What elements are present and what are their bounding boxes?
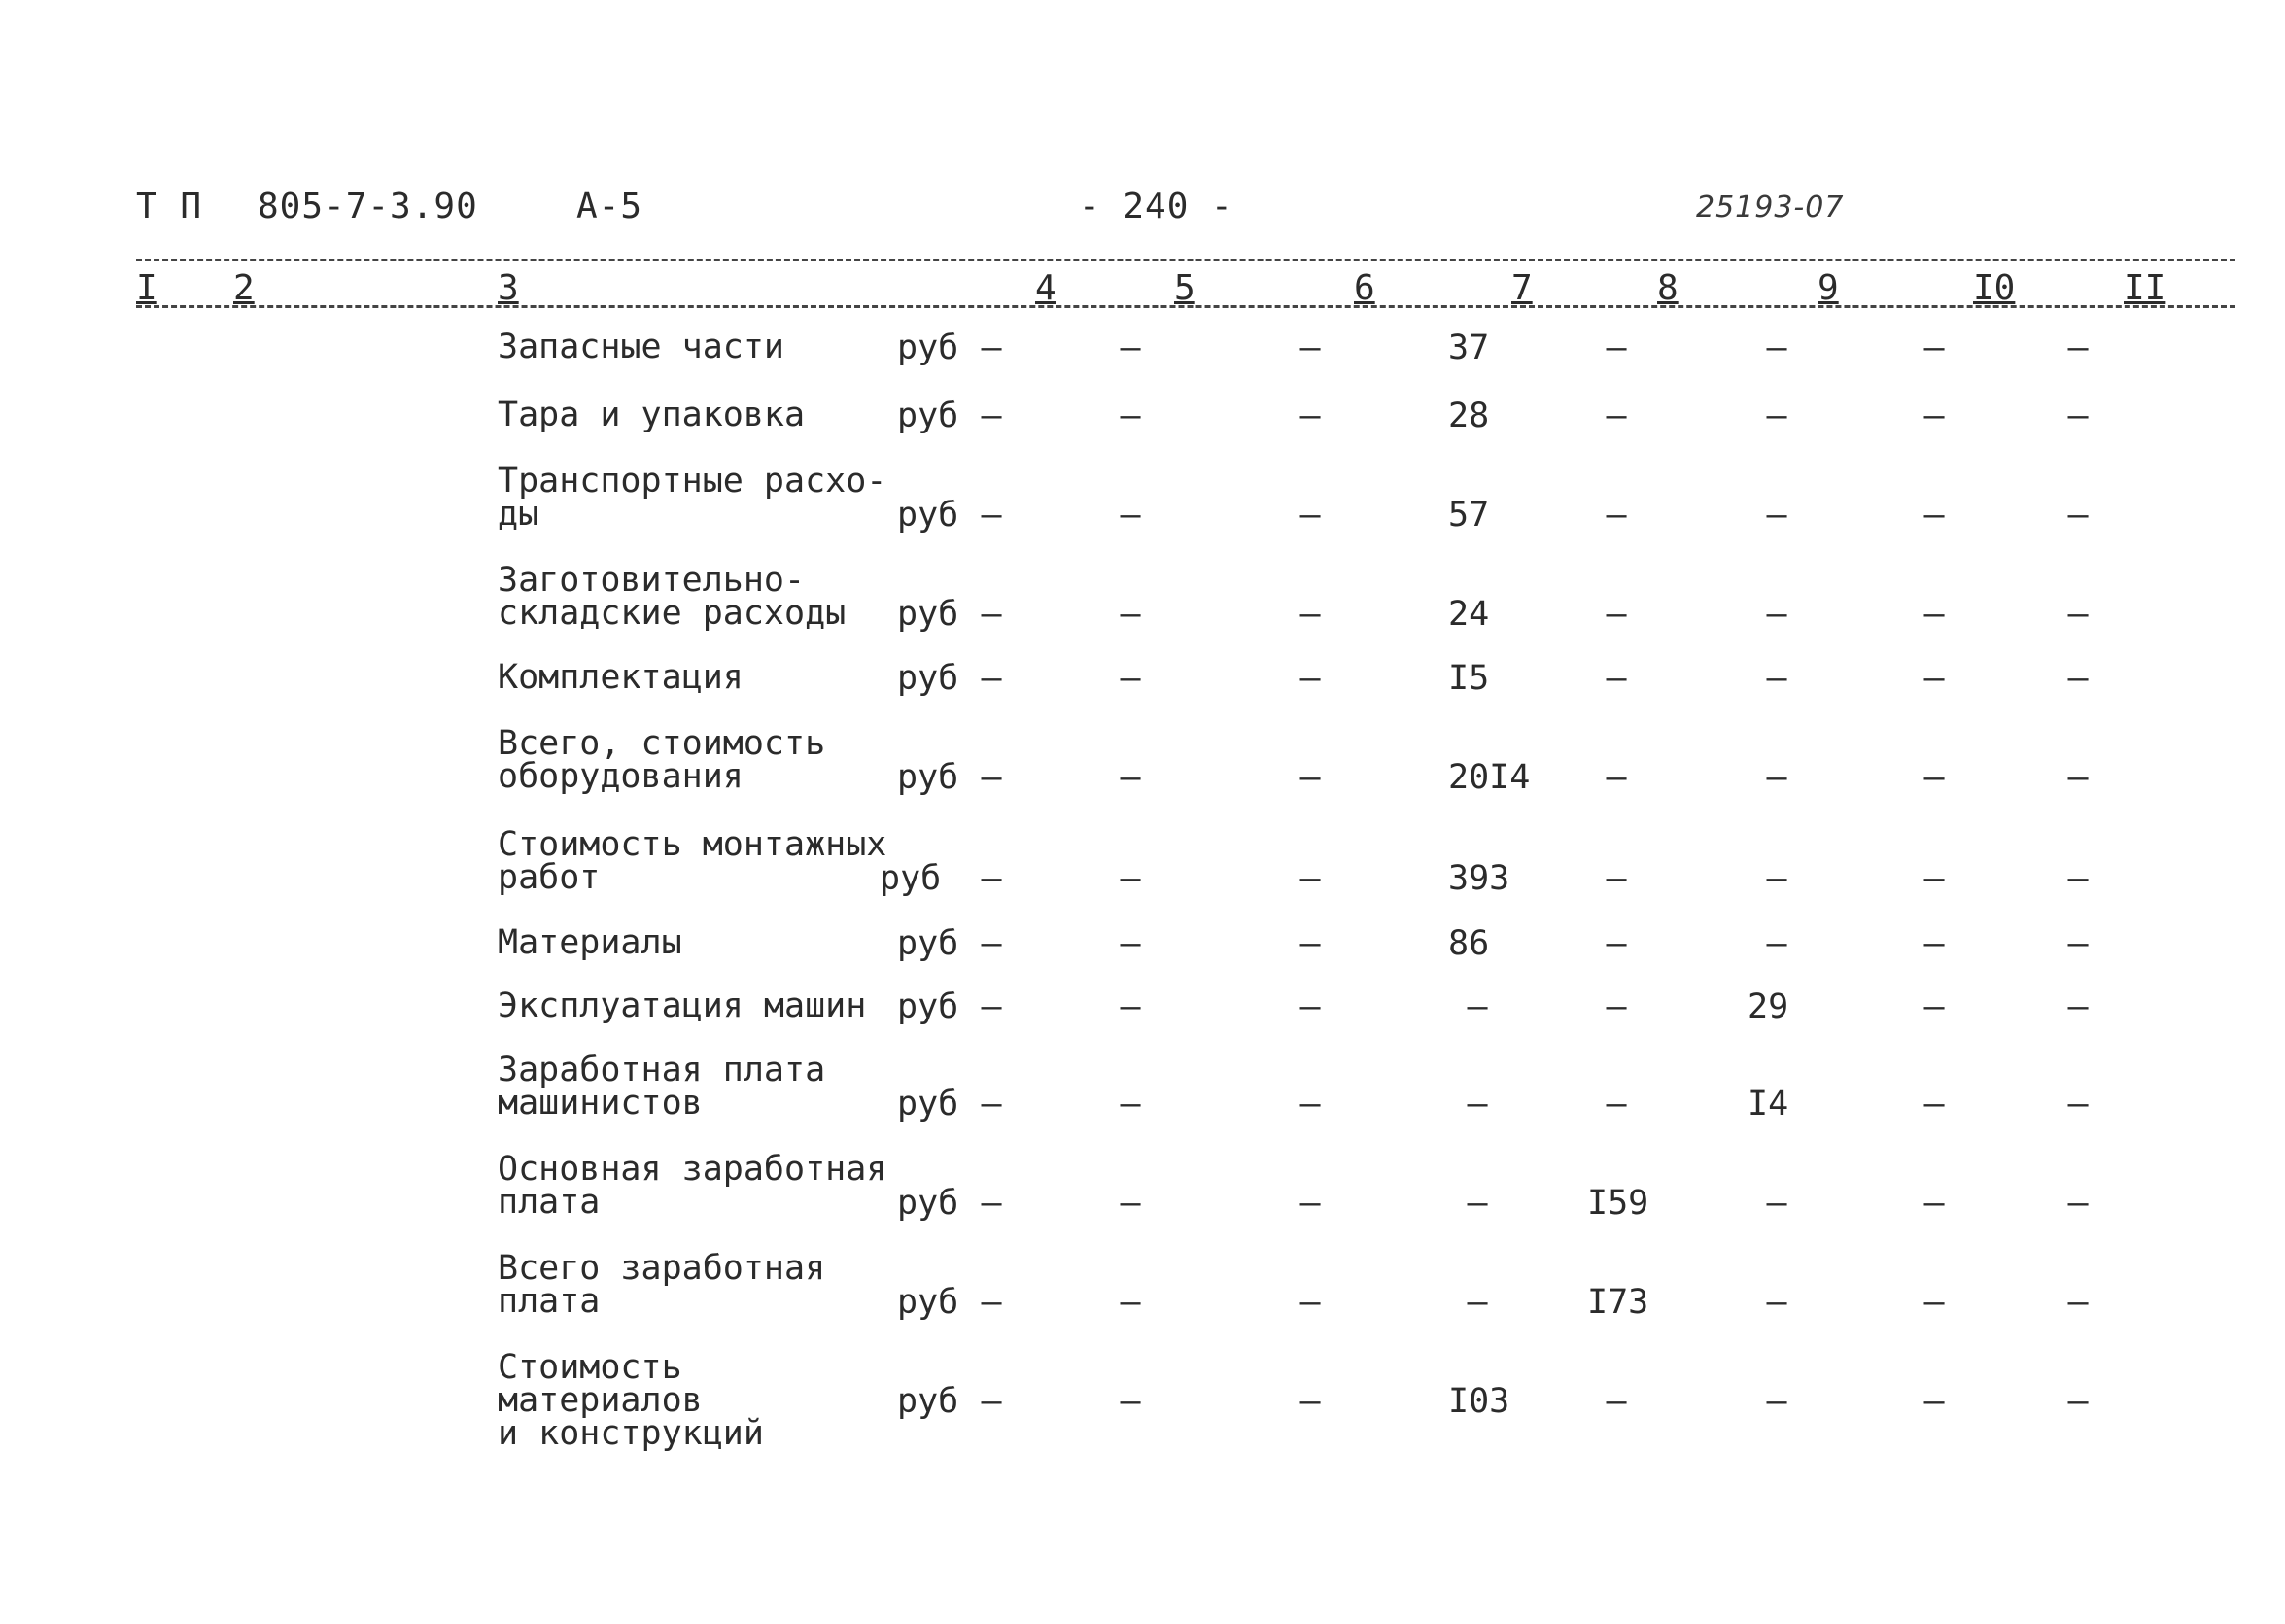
cell-col-5: –: [1120, 987, 1141, 1026]
cell-col-5: –: [1120, 1382, 1141, 1421]
row-label: Заготовительно- складские расходы: [498, 561, 847, 633]
row-label: Основная заработная плата: [498, 1150, 887, 1222]
cell-col-10: –: [1923, 496, 1945, 535]
cell-col-5: –: [1120, 659, 1141, 698]
row-unit: руб: [897, 659, 959, 698]
row-unit: руб: [897, 987, 959, 1026]
cell-col-9: –: [1766, 659, 1787, 698]
column-number-1: I: [136, 268, 157, 308]
cell-col-10: –: [1923, 397, 1945, 435]
cell-col-6: –: [1299, 1382, 1321, 1421]
row-label: Заработная плата машинистов: [498, 1051, 826, 1123]
table-row: [0, 1348, 2285, 1453]
cell-col-5: –: [1120, 859, 1141, 898]
row-label: Всего заработная плата: [498, 1249, 826, 1321]
cell-col-5: –: [1120, 397, 1141, 435]
cell-col-9: –: [1766, 1283, 1787, 1322]
cell-col-10: –: [1923, 659, 1945, 698]
column-number-10: I0: [1973, 268, 2016, 308]
table-top-rule: [136, 259, 2235, 261]
cell-col-11: –: [2067, 758, 2089, 797]
column-number-rule: [136, 305, 2235, 308]
cell-col-8: –: [1606, 397, 1627, 435]
cell-col-6: –: [1299, 758, 1321, 797]
cell-col-11: –: [2067, 1283, 2089, 1322]
cell-col-7: –: [1467, 1184, 1488, 1223]
cell-col-4: –: [981, 758, 1002, 797]
row-label: Комплектация: [498, 658, 744, 697]
cell-col-6: –: [1299, 859, 1321, 898]
cell-col-5: –: [1120, 328, 1141, 367]
cell-col-7: 28: [1448, 397, 1490, 435]
cell-col-5: –: [1120, 496, 1141, 535]
column-number-8: 8: [1657, 268, 1679, 308]
cell-col-10: –: [1923, 758, 1945, 797]
row-label: Эксплуатация машин: [498, 986, 867, 1025]
row-unit: руб: [897, 924, 959, 963]
cell-col-7: –: [1467, 987, 1488, 1026]
row-unit: руб: [897, 1283, 959, 1322]
row-label: Запасные части: [498, 328, 785, 366]
cell-col-7: 24: [1448, 595, 1490, 634]
cell-col-11: –: [2067, 659, 2089, 698]
cell-col-4: –: [981, 859, 1002, 898]
column-number-5: 5: [1174, 268, 1195, 308]
cell-col-8: –: [1606, 1085, 1627, 1123]
cell-col-4: –: [981, 987, 1002, 1026]
cell-col-9: I4: [1748, 1085, 1789, 1123]
row-label: Всего, стоимость оборудования: [498, 724, 826, 796]
cell-col-5: –: [1120, 1184, 1141, 1223]
column-number-9: 9: [1818, 268, 1839, 308]
cell-col-7: 20I4: [1448, 758, 1531, 797]
row-unit: руб: [897, 758, 959, 797]
cell-col-8: –: [1606, 659, 1627, 698]
cell-col-11: –: [2067, 397, 2089, 435]
doc-code: 805-7-3.90: [258, 187, 478, 226]
cell-col-8: –: [1606, 328, 1627, 367]
row-unit: руб: [897, 595, 959, 634]
cell-col-6: –: [1299, 1184, 1321, 1223]
cell-col-4: –: [981, 1382, 1002, 1421]
cell-col-5: –: [1120, 758, 1141, 797]
cell-col-7: 57: [1448, 496, 1490, 535]
table-row: [0, 724, 2285, 814]
cell-col-11: –: [2067, 1184, 2089, 1223]
cell-col-7: 86: [1448, 924, 1490, 963]
row-unit: руб: [897, 1382, 959, 1421]
cell-col-9: –: [1766, 496, 1787, 535]
cell-col-7: –: [1467, 1283, 1488, 1322]
cell-col-11: –: [2067, 1085, 2089, 1123]
table-row: [0, 825, 2285, 916]
album-number: А-5: [576, 187, 643, 226]
cell-col-10: –: [1923, 595, 1945, 634]
cell-col-9: –: [1766, 758, 1787, 797]
cell-col-6: –: [1299, 987, 1321, 1026]
cell-col-10: –: [1923, 1382, 1945, 1421]
cell-col-6: –: [1299, 1085, 1321, 1123]
table-row: [0, 462, 2285, 552]
row-unit: руб: [897, 1085, 959, 1123]
doc-series: Т П: [136, 187, 203, 226]
cell-col-10: –: [1923, 1283, 1945, 1322]
cell-col-8: –: [1606, 859, 1627, 898]
cell-col-4: –: [981, 496, 1002, 535]
row-label: Материалы: [498, 923, 682, 962]
row-unit: руб: [897, 328, 959, 367]
cell-col-4: –: [981, 397, 1002, 435]
cell-col-7: I5: [1448, 659, 1490, 698]
column-number-11: II: [2124, 268, 2166, 308]
cell-col-11: –: [2067, 859, 2089, 898]
cell-col-10: –: [1923, 328, 1945, 367]
cell-col-8: I59: [1587, 1184, 1649, 1223]
cell-col-11: –: [2067, 1382, 2089, 1421]
cell-col-11: –: [2067, 987, 2089, 1026]
cell-col-6: –: [1299, 924, 1321, 963]
cell-col-8: I73: [1587, 1283, 1649, 1322]
cell-col-4: –: [981, 1085, 1002, 1123]
column-number-3: 3: [498, 268, 519, 308]
column-number-4: 4: [1035, 268, 1056, 308]
cell-col-8: –: [1606, 496, 1627, 535]
row-unit: руб: [897, 1184, 959, 1223]
row-label: Стоимость монтажных работ: [498, 825, 887, 897]
cell-col-5: –: [1120, 595, 1141, 634]
cell-col-5: –: [1120, 1085, 1141, 1123]
row-unit: руб: [897, 496, 959, 535]
cell-col-9: –: [1766, 397, 1787, 435]
cell-col-11: –: [2067, 496, 2089, 535]
cell-col-9: 29: [1748, 987, 1789, 1026]
cell-col-6: –: [1299, 595, 1321, 634]
table-row: [0, 561, 2285, 651]
cell-col-8: –: [1606, 758, 1627, 797]
cell-col-10: –: [1923, 924, 1945, 963]
cell-col-9: –: [1766, 1382, 1787, 1421]
row-label: Стоимость материалов и конструкций: [498, 1348, 764, 1453]
table-row: [0, 1150, 2285, 1240]
cell-col-9: –: [1766, 595, 1787, 634]
cell-col-6: –: [1299, 659, 1321, 698]
table-row: [0, 1051, 2285, 1141]
cell-col-4: –: [981, 924, 1002, 963]
cell-col-10: –: [1923, 859, 1945, 898]
cell-col-6: –: [1299, 1283, 1321, 1322]
page-number: - 240 -: [1079, 187, 1233, 226]
column-number-2: 2: [233, 268, 255, 308]
cell-col-6: –: [1299, 328, 1321, 367]
cell-col-9: –: [1766, 924, 1787, 963]
cell-col-5: –: [1120, 924, 1141, 963]
inventory-number: 25193-07: [1696, 190, 1845, 225]
column-number-7: 7: [1511, 268, 1533, 308]
cell-col-11: –: [2067, 595, 2089, 634]
cell-col-9: –: [1766, 859, 1787, 898]
cell-col-7: 37: [1448, 328, 1490, 367]
row-label: Тара и упаковка: [498, 396, 806, 434]
cell-col-8: –: [1606, 987, 1627, 1026]
cell-col-10: –: [1923, 1085, 1945, 1123]
cell-col-8: –: [1606, 595, 1627, 634]
cell-col-9: –: [1766, 328, 1787, 367]
cell-col-4: –: [981, 1283, 1002, 1322]
table-row: [0, 1249, 2285, 1339]
cell-col-4: –: [981, 1184, 1002, 1223]
cell-col-7: 393: [1448, 859, 1510, 898]
row-label: Транспортные расхо- ды: [498, 462, 887, 534]
cell-col-11: –: [2067, 328, 2089, 367]
cell-col-8: –: [1606, 924, 1627, 963]
cell-col-5: –: [1120, 1283, 1141, 1322]
row-unit: руб: [880, 859, 942, 898]
column-number-6: 6: [1354, 268, 1375, 308]
cell-col-7: I03: [1448, 1382, 1510, 1421]
cell-col-6: –: [1299, 496, 1321, 535]
cell-col-4: –: [981, 328, 1002, 367]
row-unit: руб: [897, 397, 959, 435]
cell-col-8: –: [1606, 1382, 1627, 1421]
cell-col-10: –: [1923, 987, 1945, 1026]
cell-col-11: –: [2067, 924, 2089, 963]
cell-col-10: –: [1923, 1184, 1945, 1223]
cell-col-4: –: [981, 659, 1002, 698]
cell-col-6: –: [1299, 397, 1321, 435]
cell-col-9: –: [1766, 1184, 1787, 1223]
cell-col-7: –: [1467, 1085, 1488, 1123]
cell-col-4: –: [981, 595, 1002, 634]
